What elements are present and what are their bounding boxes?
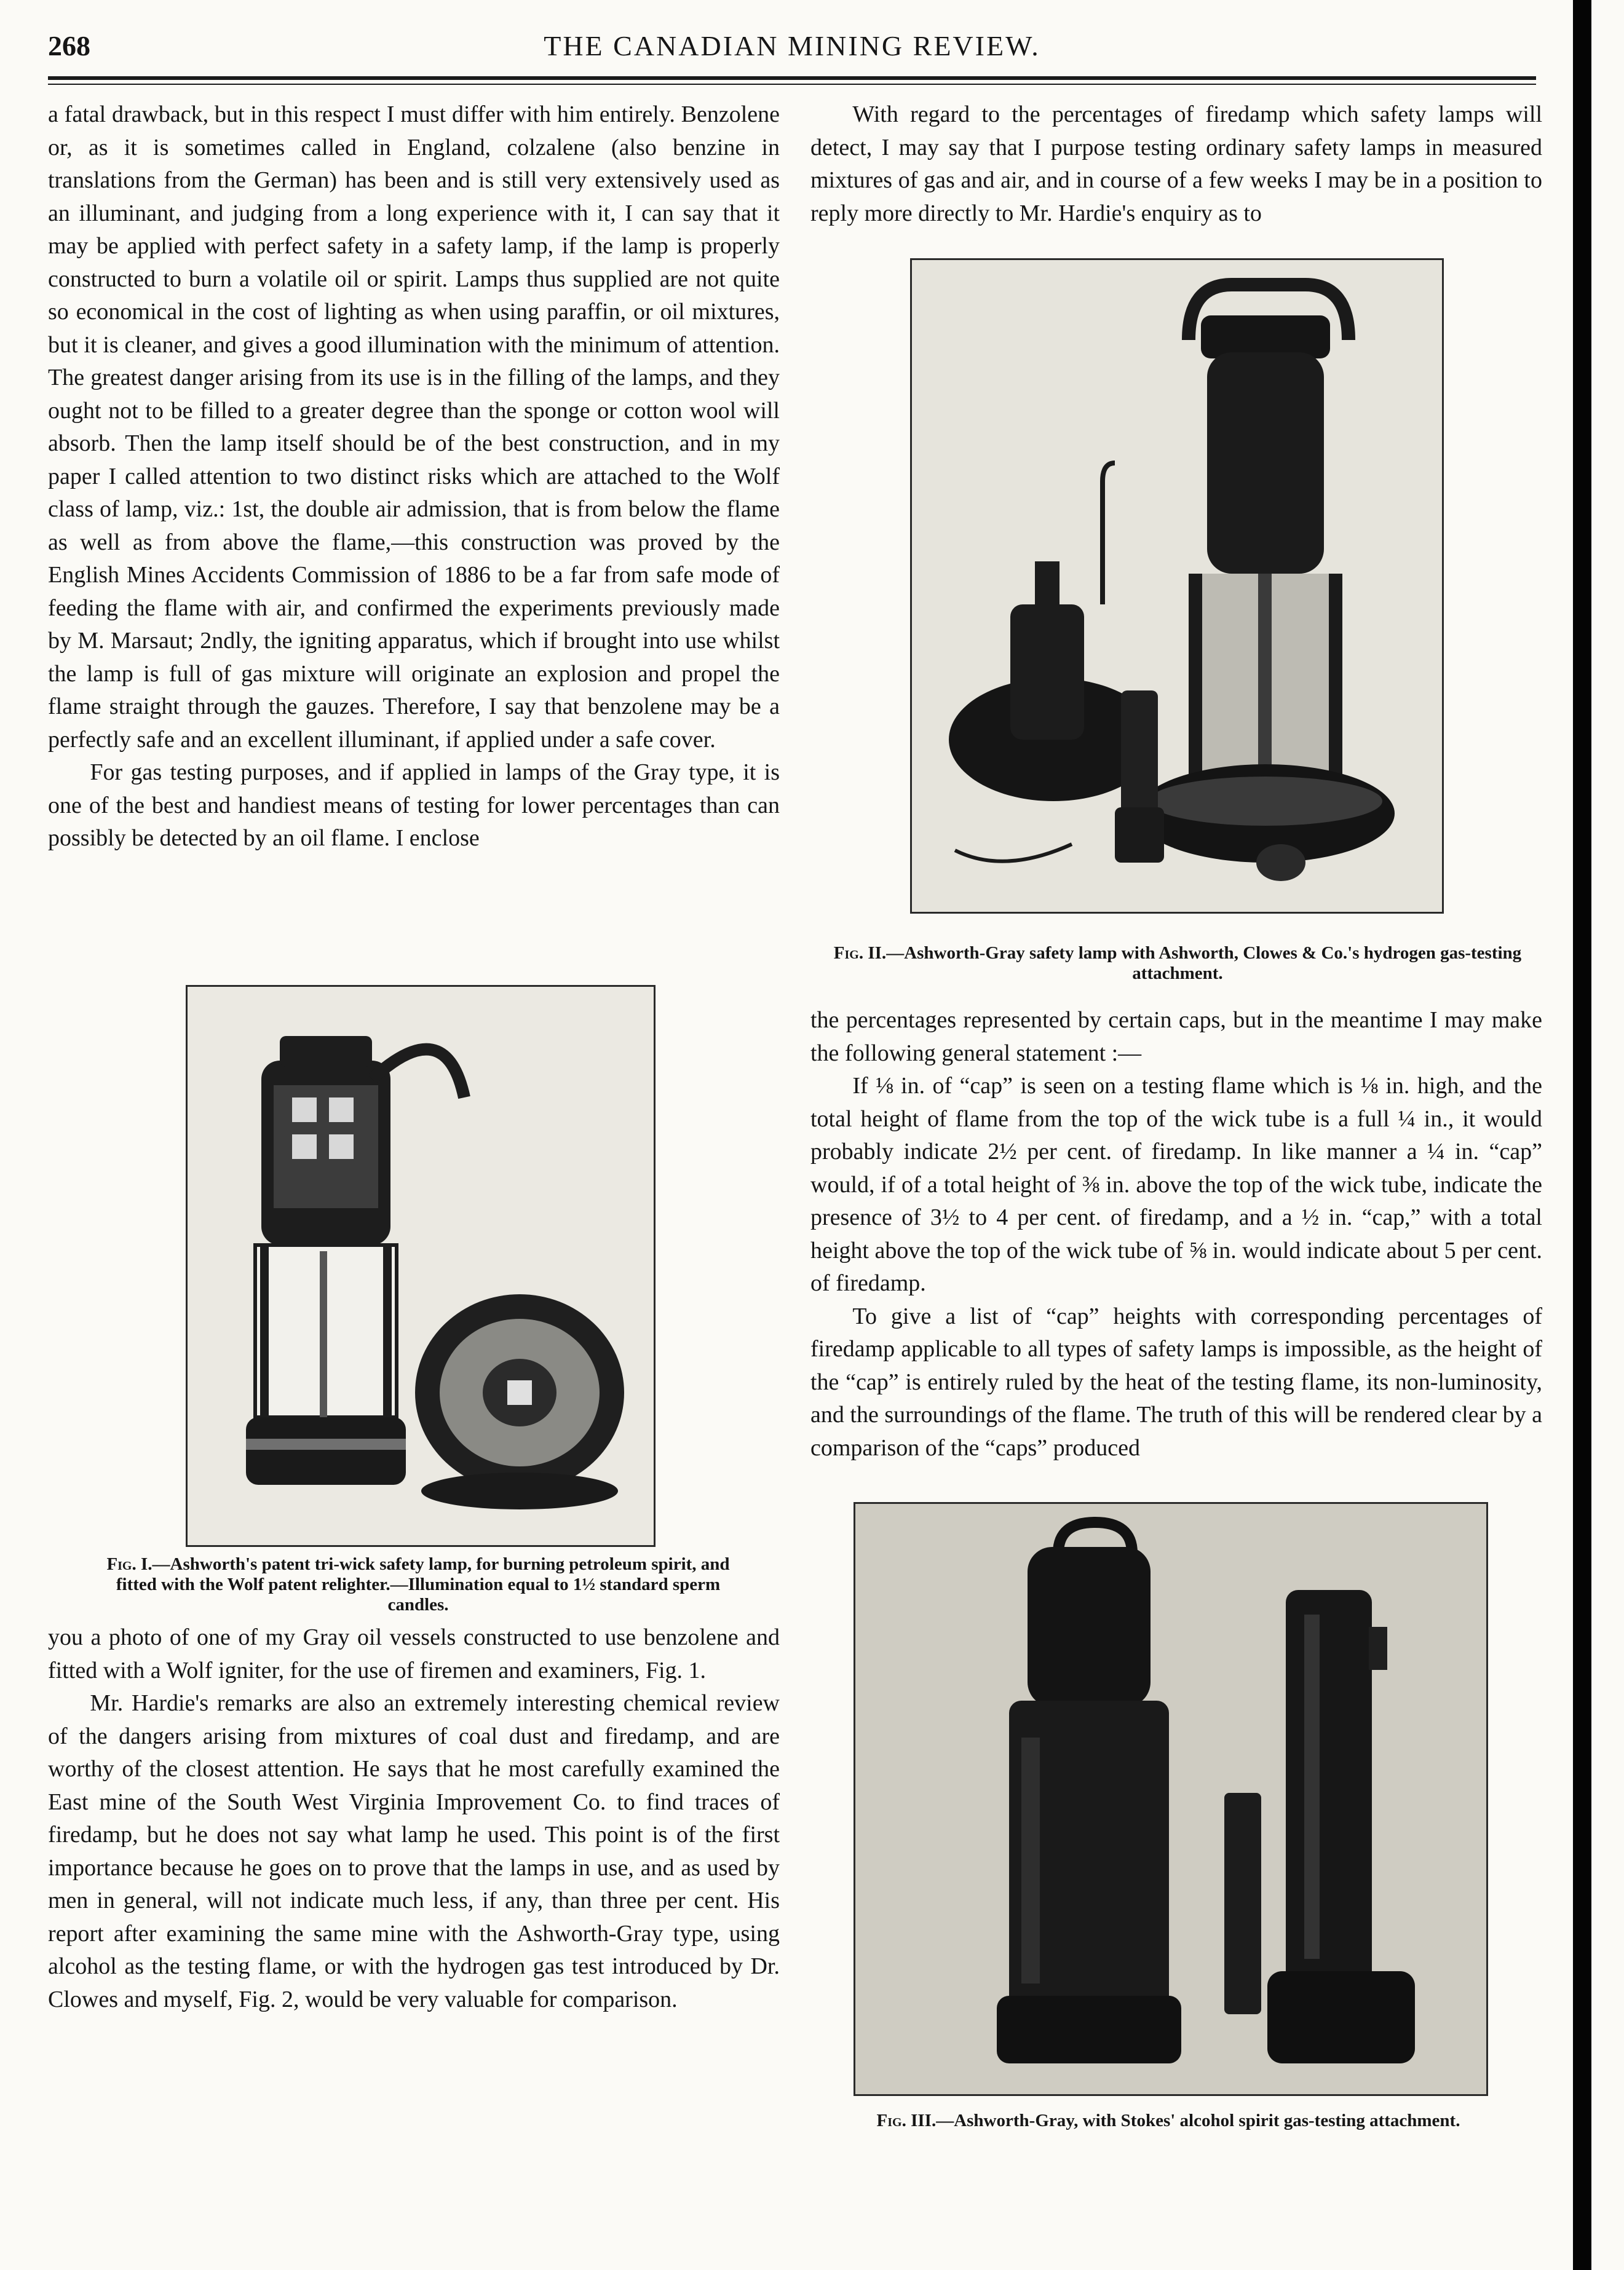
right-column-text-middle [810,1004,1542,1477]
right-column-text-top [810,98,1542,234]
figure-2-caption-text: —Ashworth-Gray safety lamp with Ashworth, Clowes & Co.'s hydrogen gas-testing attachment. [886,943,1522,983]
paragraph: With regard to the percentages of firedamp which safety lamps will detect, I may say that I purpose testing ordinary safety lamps in measured mixtures of gas and air, and in course of a few weeks I may be in a position to reply more directly to Mr. Hardie's enquiry as to [810,101,1542,226]
left-column-text-top [48,98,780,971]
paragraph: Mr. Hardie's remarks are also an extremely interesting chemical review of the dangers arising from mixtures of coal dust and firedamp, and are worthy of the closest attention. He says that he most carefully examined the East mine of the South West Virginia Improvement Co. to find traces of firedamp, but he does not say what lamp he used. This point is of the first importance because he goes on to prove that the lamps in use, and as used by men in general, will not indicate much less, if any, than three per cent. His report after examining the same mine with the Ashworth-Gray type, using alcohol as the testing flame, or with the hydrogen gas test introduced by Dr. Clowes and myself, Fig. 2, would be very valuable for comparison. [48,1690,780,2012]
figure-1-caption-text: —Ashworth's patent tri-wick safety lamp, for burning petroleum spirit, and fitted with the Wolf patent relighter.—Illumination equal to 1½ standard sperm candles. [116,1554,730,1615]
figure-3-caption-text: —Ashworth-Gray, with Stokes' alcohol spirit gas-testing attachment. [936,2111,1460,2130]
figure-2-caption [818,943,1537,984]
figure-3-label: Fig. III. [876,2111,937,2130]
figure-1-caption [92,1554,744,1615]
journal-title: THE CANADIAN MINING REVIEW. [544,30,1040,61]
page-edge-shadow [1573,0,1591,2270]
alcohol-lamp-image [855,1504,1486,2094]
paragraph: If ⅛ in. of “cap” is seen on a testing flame which is ⅛ in. high, and the total height of flame from the top of the wick tube is a full ¼ in., it would probably indicate 2½ per cent. of firedamp. In like manner a ¼ in. “cap” would, if of a total height of ⅜ in. above the top of the wick tube, indicate the presence of 3½ to 4 per cent. of firedamp, and a ½ in. “cap,” with a total height above the top of the wick tube of ⅝ in. would indicate about 5 per cent. of firedamp. [810,1073,1542,1296]
page-number: 268 [48,30,90,61]
header-rule-thin [48,84,1536,85]
figure-1-label: Fig. I. [106,1554,152,1574]
paragraph: a fatal drawback, but in this respect I must differ with him entirely. Benzolene or, as it is sometimes called in England, colzalene (also benzine in translations from the German) has been and is still very extensively used as an illuminant, and judging from a long experience with it, I can say that it may be applied with perfect safety in a safety lamp, if the lamp is properly constructed to burn a volatile oil or spirit. Lamps thus supplied are not quite so economical in the cost of lighting as when using paraffin, or oil mixtures, but it is cleaner, and gives a good illumination with the minimum of attention. The greatest danger arising from its use is in the filling of the lamps, and they ought not to be filled to a greater degree than the sponge or cotton wool will absorb. Then the lamp itself should be of the best construction, and in my paper I called attention to two distinct risks which are attached to the Wolf class of lamp, viz.: 1st, the double air admission, that is from below the flame as well as from above the flame,—this construction was proved by the English Mines Accidents Commission of 1886 to be a far from safe mode of feeding the flame with air, and confirmed the experiments previously made by M. Marsaut; 2ndly, the igniting apparatus, which if brought into use whilst the lamp is full of gas mixture will originate an explosion and propel the flame straight through the gauzes. Therefore, I say that benzolene may be a perfectly safe and an excellent illuminant, if applied under a safe cover. [48,101,780,753]
figure-2-photo [910,258,1444,914]
figure-3-caption [849,2111,1488,2131]
safety-lamp-image [188,987,654,1545]
paragraph: For gas testing purposes, and if applied in lamps of the Gray type, it is one of the best and handiest means of testing for lower percentages than can possibly be detected by an oil flame. I enclose [48,759,780,851]
paragraph: To give a list of “cap” heights with corresponding percentages of firedamp applicable to all types of safety lamps is impossible, as the height of the “cap” is entirely ruled by the heat of the testing flame, its non-luminosity, and the surroundings of the flame. The truth of this will be rendered clear by a comparison of the “caps” produced [810,1303,1542,1461]
figure-3-photo [854,1502,1488,2096]
page-header [48,30,1536,73]
left-column-text-bottom [48,1621,780,2089]
paragraph: you a photo of one of my Gray oil vessels constructed to use benzolene and fitted with a Wolf igniter, for the use of firemen and examiners, Fig. 1. [48,1624,780,1683]
figure-1-photo [186,985,656,1547]
figure-2-label: Fig. II. [833,943,887,963]
hydrogen-lamp-image [912,260,1442,912]
paragraph: the percentages represented by certain caps, but in the meantime I may make the following general statement :— [810,1007,1542,1066]
header-rule [48,76,1536,80]
